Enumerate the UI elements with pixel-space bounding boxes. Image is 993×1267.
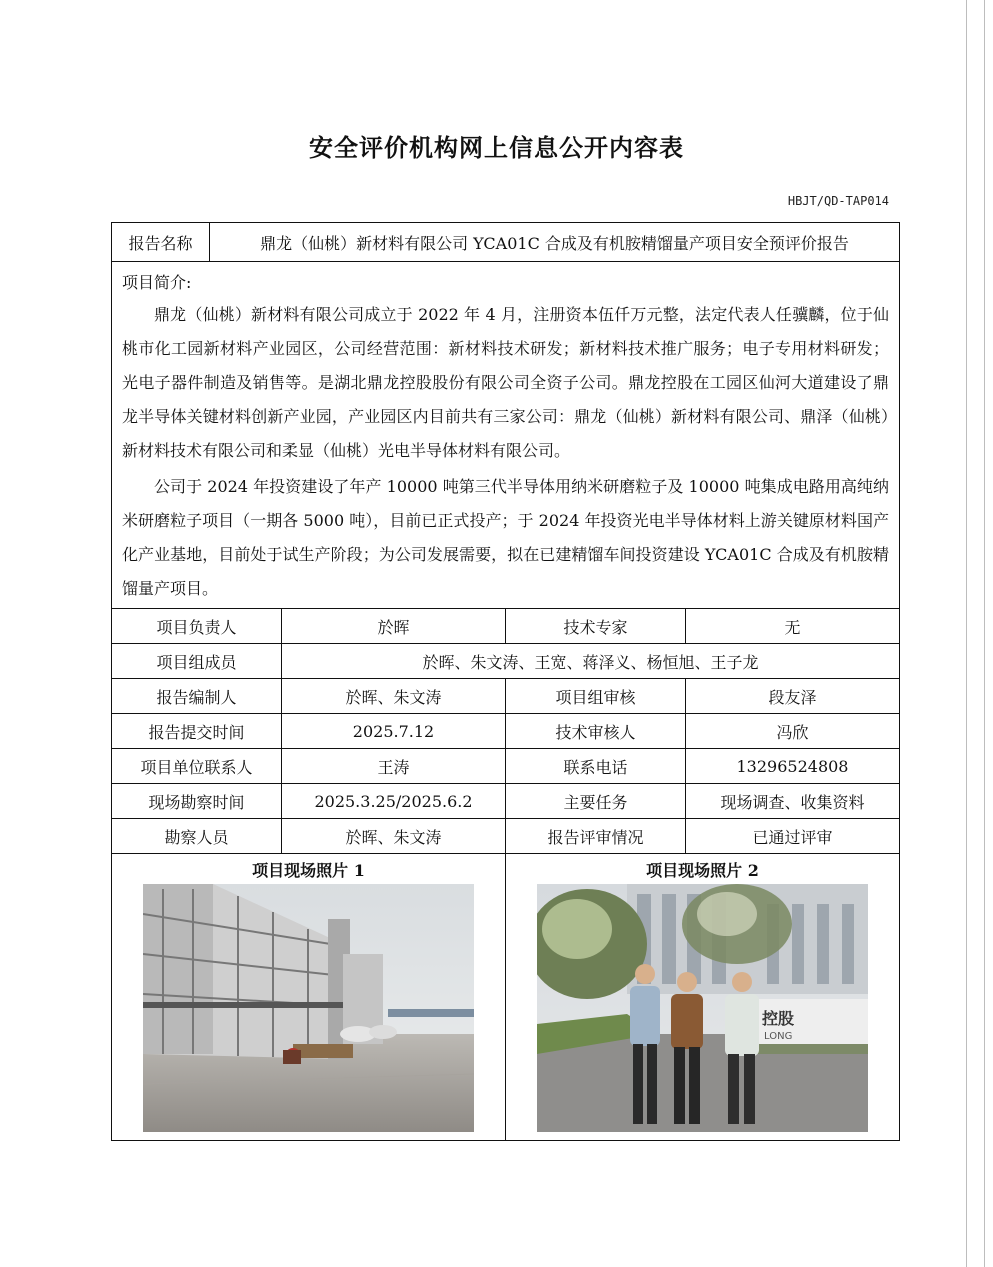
field-label: 主要任务 <box>506 784 686 818</box>
table-row <box>112 749 899 784</box>
photos-row <box>112 854 899 1140</box>
field-label: 技术审核人 <box>506 714 686 748</box>
intro-paragraph: 公司于 2024 年投资建设了年产 10000 吨第三代半导体用纳米研磨粒子及 10000 吨集成电路用高纯纳米研磨粒子项目（一期各 5000 吨），目前已正式投产；于 2024 年投资光电半导体材料上游关键原材料国产化产业基地，目前处于试生产阶段；为公司发展需要，拟在已建精馏车间投资建设 YCA01C 合成及有机胺精馏量产项目。 <box>122 477 889 598</box>
field-label: 联系电话 <box>506 749 686 783</box>
field-value: 於晖 <box>282 609 506 643</box>
field-label: 技术专家 <box>506 609 686 643</box>
field-value: 段友泽 <box>768 687 817 707</box>
table-row <box>112 644 899 679</box>
factory-photo-image <box>143 884 474 1132</box>
field-value: 王涛 <box>282 749 506 783</box>
field-label: 报告编制人 <box>112 679 282 713</box>
document-code: HBJT/QD-TAP014 <box>787 194 889 208</box>
field-label: 项目组成员 <box>112 644 282 678</box>
field-value: 於晖、朱文涛 <box>282 679 506 713</box>
field-value: 现场调查、收集资料 <box>720 792 865 812</box>
project-intro <box>112 262 899 608</box>
field-value: 冯欣 <box>776 722 809 742</box>
page-title: 安全评价机构网上信息公开内容表 <box>309 134 684 162</box>
photo-title-2: 项目现场照片 2 <box>646 861 759 880</box>
photo-cell-2 <box>506 854 899 1140</box>
report-name-label: 报告名称 <box>112 223 210 261</box>
site-photo-2 <box>537 884 868 1132</box>
field-value: 於晖、朱文涛 <box>282 819 506 853</box>
page-edge-line <box>966 0 967 1267</box>
table-row <box>112 679 899 714</box>
table-row <box>112 784 899 819</box>
sign-text: 控股 <box>762 1009 795 1028</box>
page-edge-line <box>984 0 985 1267</box>
photo-title-1: 项目现场照片 1 <box>252 861 365 880</box>
report-name-row <box>112 223 899 262</box>
field-value: 13296524808 <box>736 756 849 776</box>
intro-paragraph: 鼎龙（仙桃）新材料有限公司成立于 2022 年 4 月，注册资本伍仟万元整，法定代表人任骥麟，位于仙桃市化工园新材料产业园区，公司经营范围：新材料技术研发；新材料技术推广服务；电子专用材料研发；光电子器件制造及销售等。是湖北鼎龙控股股份有限公司全资子公司。鼎龙控股在工园区仙河大道建设了鼎龙半导体关键材料创新产业园，产业园区内目前共有三家公司：鼎龙（仙桃）新材料有限公司、鼎泽（仙桃）新材料技术有限公司和柔显（仙桃）光电半导体材料有限公司。 <box>122 305 889 460</box>
intro-row <box>112 262 899 609</box>
site-photo-1 <box>143 884 474 1132</box>
field-value: 已通过评审 <box>752 827 833 847</box>
field-label: 勘察人员 <box>112 819 282 853</box>
field-label: 报告评审情况 <box>506 819 686 853</box>
field-label: 项目负责人 <box>112 609 282 643</box>
team-photo-image <box>537 884 868 1132</box>
info-table <box>111 222 900 1141</box>
field-value: 无 <box>784 617 801 637</box>
photo-cell-1 <box>112 854 506 1140</box>
field-label: 项目组审核 <box>506 679 686 713</box>
table-row <box>112 609 899 644</box>
sign-subtext: LONG <box>764 1031 793 1042</box>
field-label: 报告提交时间 <box>112 714 282 748</box>
field-value: 2025.3.25/2025.6.2 <box>282 784 506 818</box>
table-row <box>112 714 899 749</box>
field-value: 2025.7.12 <box>282 714 506 748</box>
field-label: 现场勘察时间 <box>112 784 282 818</box>
field-label: 项目单位联系人 <box>112 749 282 783</box>
intro-label: 项目简介: <box>122 273 192 292</box>
report-name-value: 鼎龙（仙桃）新材料有限公司 YCA01C 合成及有机胺精馏量产项目安全预评价报告 <box>260 233 849 253</box>
table-row <box>112 819 899 854</box>
field-value: 於晖、朱文涛、王宽、蒋泽义、杨恒旭、王子龙 <box>422 652 759 672</box>
